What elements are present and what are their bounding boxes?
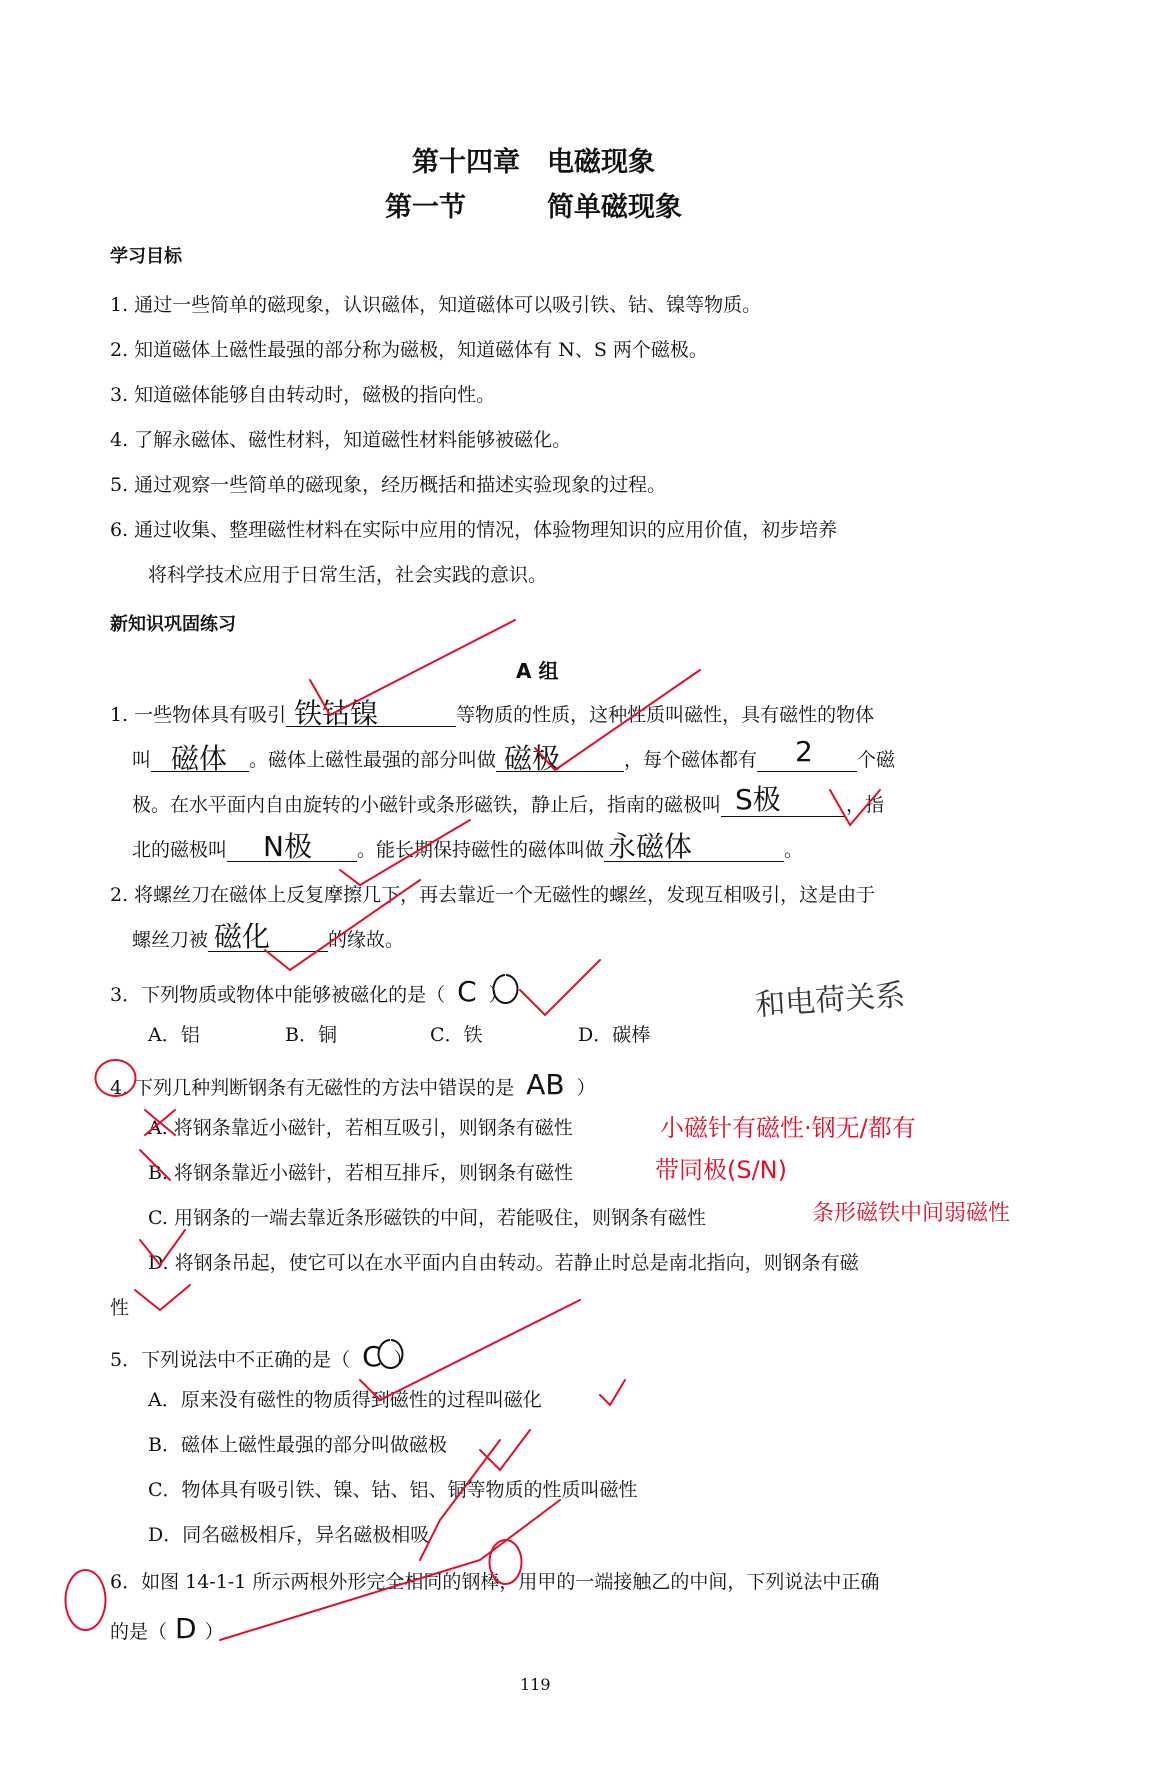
q4-answer: AB: [526, 1068, 565, 1101]
q3-option-c: C．铁: [430, 1024, 483, 1046]
q5-option-b: B．磁体上磁性最强的部分叫做磁极: [148, 1434, 447, 1456]
q4-note-a: 小磁针有磁性·钢无/都有: [660, 1114, 916, 1142]
q3-answer: C: [457, 975, 477, 1008]
section-title: 第一节 简单磁现象: [385, 192, 682, 223]
q5-option-d: D．同名磁极相斥，异名磁极相吸: [148, 1524, 430, 1546]
q1-line3: 极。在水平面内自由旋转的小磁针或条形磁铁，静止后，指南的磁极叫 S极 ，指: [132, 790, 884, 817]
q5-answer: C: [362, 1340, 382, 1373]
objectives-heading: 学习目标: [110, 246, 182, 267]
q1-answer-7: 永磁体: [608, 830, 693, 863]
q2-answer: 磁化: [214, 920, 271, 953]
q2-line2: 螺丝刀被 磁化 的缘故。: [132, 925, 404, 952]
check-mark: [480, 1430, 530, 1470]
q5-emphasis: 不正确: [236, 1349, 294, 1371]
objective-item: 6. 通过收集、整理磁性材料在实际中应用的情况，体验物理知识的应用价值，初步培养: [110, 519, 838, 541]
q5-stem: 5．下列说法中不正确的是（ C ）: [110, 1340, 413, 1373]
q4-emphasis: 错误: [438, 1077, 477, 1099]
page-number: 119: [520, 1675, 551, 1694]
q4-note-c: 条形磁铁中间弱磁性: [812, 1201, 1011, 1226]
q6-line2: 的是（ D ）: [110, 1612, 224, 1645]
objective-item: 2. 知道磁体上磁性最强的部分称为磁极，知道磁体有 N、S 两个磁极。: [110, 339, 708, 361]
chapter-title: 第十四章 电磁现象: [412, 147, 655, 178]
objective-item-cont: 将科学技术应用于日常生活，社会实践的意识。: [148, 564, 548, 586]
q1-answer-6: N极: [263, 830, 312, 863]
objective-item: 5. 通过观察一些简单的磁现象，经历概括和描述实验现象的过程。: [110, 474, 667, 496]
q6-answer: D: [175, 1612, 197, 1645]
objective-item: 4. 了解永磁体、磁性材料，知道磁性材料能够被磁化。: [110, 429, 572, 451]
q4-option-a: A. 将钢条靠近小磁针，若相互吸引，则钢条有磁性: [148, 1117, 573, 1139]
q4-option-b: B. 将钢条靠近小磁针，若相互排斥，则钢条有磁性: [148, 1162, 574, 1184]
q1-line1: 1. 一些物体具有吸引 铁钴镍 等物质的性质，这种性质叫磁性，具有磁性的物体: [110, 700, 874, 727]
check-mark: [520, 960, 600, 1015]
q1-answer-5: S极: [735, 783, 781, 816]
q1-answer-4: 2: [795, 735, 813, 768]
q6-line1: 6．如图 14-1-1 所示两根外形完全相同的钢棒，用甲的一端接触乙的中间，下列说法中正确: [110, 1571, 880, 1593]
q4-option-c: C. 用钢条的一端去靠近条形磁铁的中间，若能吸住，则钢条有磁性: [148, 1207, 706, 1229]
q3-option-a: A．铝: [148, 1024, 200, 1046]
q4-stem: 4. 下列几种判断钢条有无磁性的方法中错误的是 AB ）: [110, 1068, 596, 1101]
q1-answer-2: 磁体: [171, 742, 228, 775]
q4-option-d: D. 将钢条吊起，使它可以在水平面内自由转动。若静止时总是南北指向，则钢条有磁: [148, 1252, 859, 1274]
check-mark: [135, 1285, 190, 1310]
q4-note-b: 带同极(S/N): [655, 1156, 787, 1184]
q1-line4: 北的磁极叫 N极 。能长期保持磁性的磁体叫做 永磁体 。: [132, 835, 803, 862]
q2-line1: 2. 将螺丝刀在磁体上反复摩擦几下，再去靠近一个无磁性的螺丝，发现互相吸引，这是由于: [110, 884, 876, 906]
check-mark: [600, 1380, 625, 1405]
q4-option-d-cont: 性: [110, 1297, 130, 1319]
q1-answer-3: 磁极: [504, 742, 561, 775]
q3-option-b: B．铜: [285, 1024, 337, 1046]
objective-item: 3. 知道磁体能够自由转动时，磁极的指向性。: [110, 384, 496, 406]
q1-answer-1: 铁钴镍: [294, 697, 379, 730]
q3-handwritten-note: 和电荷关系: [754, 977, 907, 1024]
practice-heading: 新知识巩固练习: [110, 614, 236, 635]
group-label: A 组: [516, 659, 559, 683]
q5-option-c: C．物体具有吸引铁、镍、钴、铝、铜等物质的性质叫磁性: [148, 1479, 638, 1501]
q5-option-a: A．原来没有磁性的物质得到磁性的过程叫磁化: [148, 1389, 542, 1411]
q1-line2: 叫 磁体 。磁体上磁性最强的部分叫做 磁极 ，每个磁体都有 2 个磁: [132, 735, 896, 775]
q3-option-d: D．碳棒: [578, 1024, 651, 1046]
q3-stem: 3．下列物质或物体中能够被磁化的是（ C ）: [110, 975, 508, 1008]
circle-mark: [66, 1570, 106, 1630]
objective-item: 1. 通过一些简单的磁现象，认识磁体，知道磁体可以吸引铁、钴、镍等物质。: [110, 294, 762, 316]
